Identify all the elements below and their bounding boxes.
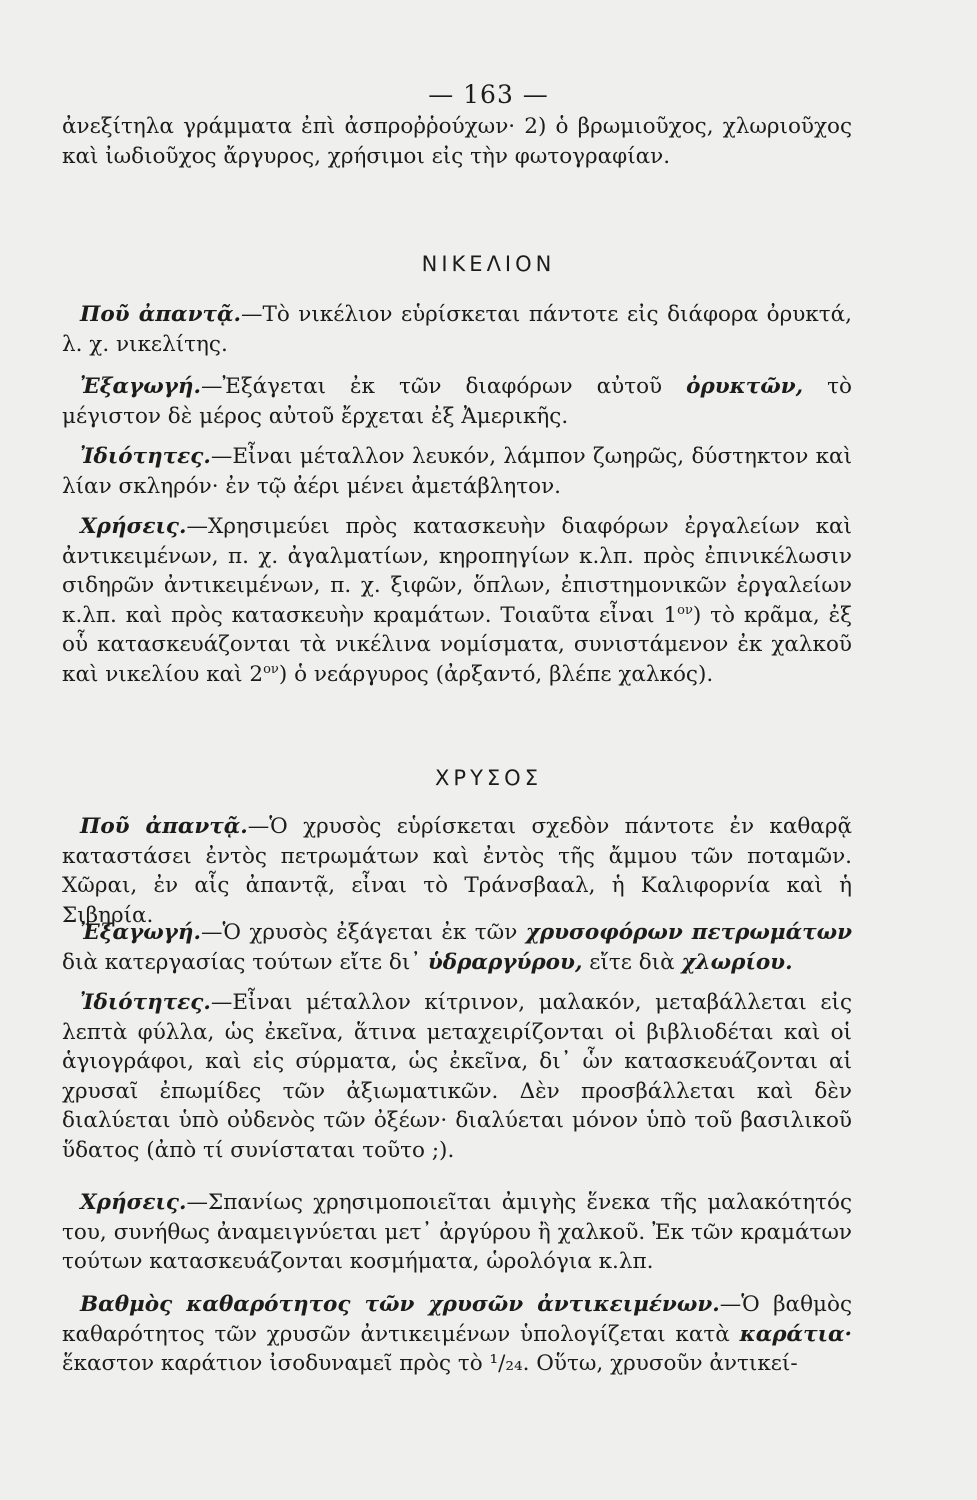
nickel-properties-paragraph: [62, 442, 852, 501]
gold-extraction-bold-3: χλωρίου.: [681, 949, 793, 975]
nickel-uses-text-b: ) τὸ κρᾶμα, ἐξ οὗ κατασκευάζονται τὰ νικέλινα νομίσματα, συνιστάμενον ἐκ χαλκοῦ καὶ νικελίου καὶ 2: [62, 602, 853, 687]
gold-purity-text-b: ἕκαστον καράτιον ἰσοδυναμεῖ πρὸς τὸ: [62, 1351, 483, 1377]
gold-extraction-bold-2: ὑδραργύρου,: [427, 949, 583, 975]
gold-purity-bold: καράτια·: [739, 1321, 852, 1347]
section-title-gold: ΧΡΥΣΟΣ: [435, 766, 542, 790]
nickel-occurrence-paragraph: [62, 300, 852, 359]
gold-purity-text-a: —Ὁ βαθμὸς καθαρότητος τῶν χρυσῶν ἀντικειμένων ὑπολογίζεται κατὰ: [62, 1292, 852, 1347]
gold-occurrence-label: Ποῦ ἀπαντᾷ.: [80, 814, 248, 839]
section-title-nickel: ΝΙΚΕΛΙΟΝ: [421, 252, 556, 276]
nickel-properties-label: Ἰδιότητες.: [80, 444, 211, 469]
gold-purity-fraction: ¹/₂₄: [489, 1351, 523, 1377]
intro-paragraph: ἀνεξίτηλα γράμματα ἐπὶ ἀσπροῤῥούχων· 2) ὁ βρωμιοῦχος, χλωριοῦχος καὶ ἰωδιοῦχος ἄργυρος, χρήσιμοι εἰς τὴν φωτογραφίαν.: [62, 114, 852, 169]
gold-extraction-text-b: διὰ κατεργασίας τούτων εἴτε δι᾽: [62, 949, 422, 975]
gold-occurrence-paragraph: [62, 812, 852, 930]
nickel-uses-sup-2: ον: [263, 661, 279, 677]
nickel-uses-label: Χρήσεις.: [80, 514, 187, 539]
gold-purity-label: Βαθμὸς καθαρότητος τῶν χρυσῶν ἀντικειμένων.: [80, 1292, 720, 1317]
nickel-extraction-text-a: —Ἐξάγεται ἐκ τῶν διαφόρων αὐτοῦ: [200, 374, 663, 399]
gold-occurrence-text: —Ὁ χρυσὸς εὑρίσκεται σχεδὸν πάντοτε ἐν καθαρᾷ καταστάσει ἐντὸς πετρωμάτων καὶ ἐντὸς τῆς ἄμμου τῶν ποταμῶν. Χῶραι, ἐν αἷς ἀπαντᾷ, εἶναι τὸ Τράνσβααλ, ἡ Καλιφορνία καὶ ἡ Σιβηρία.: [62, 814, 852, 928]
nickel-uses-sup-1: ον: [677, 602, 693, 618]
gold-extraction-bold-1: χρυσοφόρων πετρωμάτων: [525, 920, 852, 945]
nickel-extraction-paragraph: [62, 372, 852, 431]
gold-extraction-label: Ἐξαγωγή.: [80, 920, 201, 945]
page-number: — 163 —: [428, 80, 549, 109]
nickel-occurrence-label: Ποῦ ἀπαντᾷ.: [80, 302, 241, 327]
nickel-uses-text-a: —Χρησιμεύει πρὸς κατασκευὴν διαφόρων ἐργαλείων καὶ ἀντικειμένων, π. χ. ἀγαλματίων, κηροπηγίων κ.λπ. πρὸς ἐπινικέλωσιν σιδηρῶν ἀντικειμένων, π. χ. ξιφῶν, ὅπλων, ἐπιστημονικῶν ἐργαλείων κ.λπ. καὶ πρὸς κατασκευὴν κραμάτων. Τοιαῦτα εἶναι 1: [62, 514, 852, 628]
nickel-extraction-bold: ὀρυκτῶν,: [686, 374, 804, 399]
nickel-extraction-label: Ἐξαγωγή.: [80, 374, 201, 399]
gold-uses-paragraph: [62, 1188, 852, 1277]
nickel-occurrence-text: —Τὸ νικέλιον εὑρίσκεται πάντοτε εἰς διάφορα ὀρυκτά, λ. χ. νικελίτης.: [62, 302, 852, 357]
gold-uses-text: —Σπανίως χρησιμοποιεῖται ἀμιγὴς ἕνεκα τῆς μαλακότητός του, συνήθως ἀναμειγνύεται μετ᾽ ἀργύρου ἢ χαλκοῦ. Ἐκ τῶν κραμάτων τούτων κατασκευάζονται κοσμήματα, ὡρολόγια κ.λπ.: [62, 1190, 852, 1275]
gold-properties-label: Ἰδιότητες.: [80, 990, 211, 1015]
gold-purity-paragraph: [62, 1290, 852, 1379]
gold-uses-label: Χρήσεις.: [80, 1190, 187, 1215]
gold-purity-text-c: . Οὕτω, χρυσοῦν ἀντικεί-: [522, 1351, 798, 1377]
gold-properties-paragraph: [62, 988, 852, 1166]
gold-extraction-paragraph: [62, 918, 852, 977]
nickel-uses-text-c: ) ὁ νεάργυρος (ἀρξαντό, βλέπε χαλκός).: [278, 661, 714, 687]
nickel-properties-text: —Εἶναι μέταλλον λευκόν, λάμπον ζωηρῶς, δύστηκτον καὶ λίαν σκληρόν· ἐν τῷ ἀέρι μένει ἀμετάβλητον.: [62, 444, 852, 499]
nickel-extraction-text-b: τὸ μέγιστον δὲ μέρος αὐτοῦ ἔρχεται ἐξ Ἀμερικῆς.: [62, 374, 852, 429]
gold-properties-text: —Εἶναι μέταλλον κίτρινον, μαλακόν, μεταβάλλεται εἰς λεπτὰ φύλλα, ὡς ἐκεῖνα, ἅτινα μεταχειρίζονται οἱ βιβλιοδέται καὶ οἱ ἁγιογράφοι, καὶ εἰς σύρματα, ὡς ἐκεῖνα, δι᾽ ὧν κατασκευάζονται αἱ χρυσαῖ ἐπωμίδες τῶν ἀξιωματικῶν. Δὲν προσβάλλεται καὶ δὲν διαλύεται ὑπὸ οὐδενὸς τῶν ὀξέων· διαλύεται μόνον ὑπὸ τοῦ βασιλικοῦ ὕδατος (ἀπὸ τί συνίσταται τοῦτο ;).: [62, 990, 852, 1163]
gold-extraction-text-a: —Ὁ χρυσὸς ἐξάγεται ἐκ τῶν: [200, 920, 518, 945]
nickel-uses-paragraph: [62, 512, 852, 690]
gold-extraction-text-c: εἴτε διὰ: [589, 949, 675, 975]
